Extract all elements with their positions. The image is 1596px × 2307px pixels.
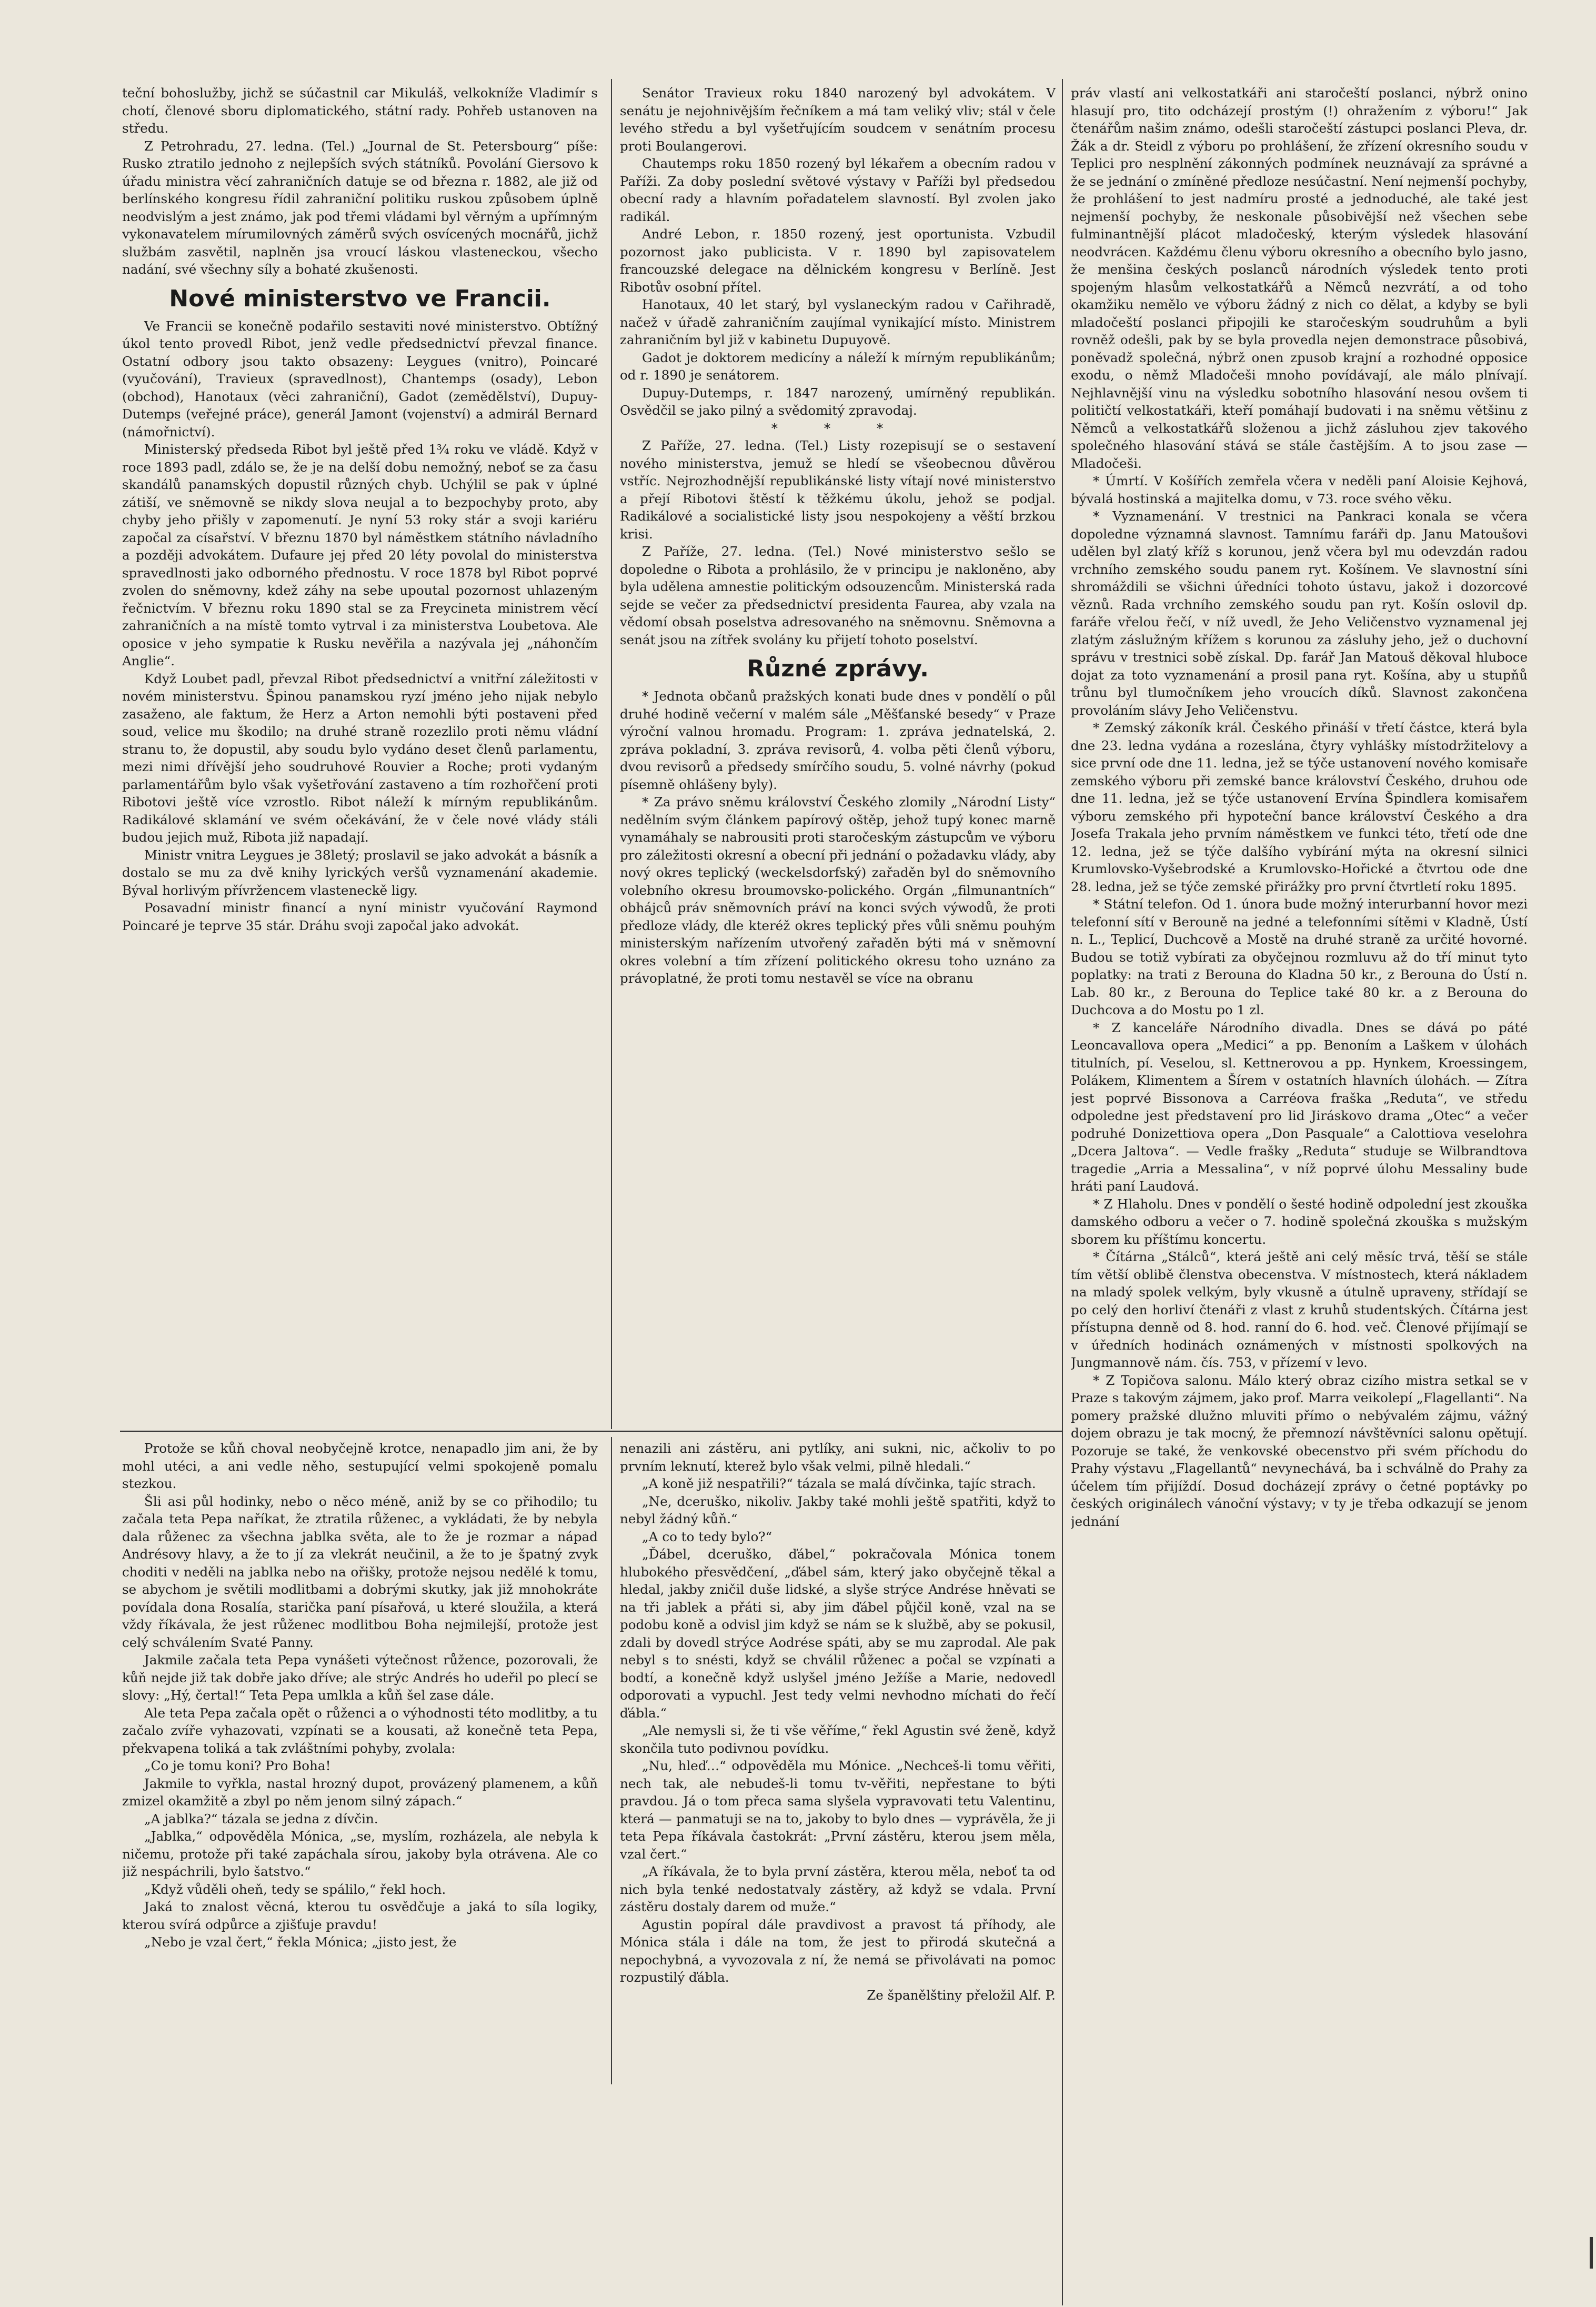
article-paragraph: André Lebon, r. 1850 rozený, jest oportunista. Vzbudil pozornost jako publicista. V r. 1890 byl zapisovatelem francouzské delegace na dělnickém kongresu v Berlíně. Jest Ribotův osobní přítel. [620, 226, 1056, 295]
article-paragraph: Protože se kůň choval neobyčejně krotce, nenapadlo jim ani, že by mohl utéci, a ani vedle něho, sestupující velmi spokojeně pomalu stezkou. [122, 1441, 598, 1491]
article-paragraph: Z Paříže, 27. ledna. (Tel.) Nové ministerstvo sešlo se dopoledne o Ribota a prohlásilo, že v principu je nakloněno, aby byla udělena amnestie politickým odsouzencům. Ministerská rada sejde se večer za předsednictví presidenta Faurea, aby vzala na vědomí obsah poselstva adresovaného na sněmovnu. Sněmovna a senát jsou na zítřek svolány ku přijetí tohoto poselství. [620, 544, 1056, 647]
translator-signature: Ze španělštiny přeložil Alf. P. [867, 1987, 1056, 2003]
article-paragraph: „A říkávala, že to byla první zástěra, kterou měla, neboť ta od nich byla tenké nedostatvaly zástěry, až když se vdala. První zástěru dostaly darem od muže.“ [620, 1864, 1056, 1914]
article-paragraph: * Z Hlaholu. Dnes v pondělí o šesté hodině odpolední jest zkouška damského odboru a večer o 7. hodině společná zkouška s mužským sborem ku příštímu koncertu. [1071, 1196, 1528, 1247]
article-paragraph: Senátor Travieux roku 1840 narozený byl advokátem. V senátu je nejohnivějším řečníkem a má tam veliký vliv; stál v čele levého středu a byl vyšetřujícím soudcem v senátním procesu proti Boulangerovi. [620, 85, 1056, 154]
article-paragraph: „A jablka?“ tázala se jedna z dívčin. [144, 1811, 378, 1826]
article-paragraph: „Co je tomu koni? Pro Boha! [144, 1758, 331, 1773]
section-heading: Nové ministerstvo ve Francii. [169, 285, 551, 312]
article-paragraph: Hanotaux, 40 let starý, byl vyslaneckým radou v Cařihradě, načež v úřadě zahraničním zaujímal vynikající místo. Ministrem zahraničním byl již v kabinetu Dupuyově. [620, 297, 1056, 347]
column-top-1 [122, 84, 598, 1424]
article-paragraph: Ministerský předseda Ribot byl ještě před 1¾ roku ve vládě. Když v roce 1893 padl, zdálo se, že je na delší dobu nemožný, neboť se za času skandálů panamských dopustil různých chyb. Uchýlil se pak v úplné zátiší, ve sněmovně se nikdy slova neujal a to bezpochyby proto, aby chyby jeho přišly v zapomenutí. Je nyní 53 roky stár a svoji kariéru započal za císařství. V březnu 1870 byl náměstkem státního návladního a později advokátem. Dufaure jej před 20 léty povolal do ministerstva spravedlnosti jako odborného přednostu. V roce 1878 byl Ribot poprvé zvolen do sněmovny, kdež záhy na sebe upoutal pozornost uhlazeným řečnictvím. V březnu roku 1890 stal se za Freycineta ministrem věcí zahraničních a na místě tomto vytrval i za ministerstva Loubetova. Ale oposice v jeho sympatie k Rusku nevěřila a nazývala jej „náhončím Anglie“. [122, 442, 598, 668]
article-paragraph: práv vlastí ani velkostatkáři ani staročeští poslanci, nýbrž onino hlasují pro, tito odcházejí prostým (!) ohražením z výboru!“ Jak čtenářům našim známo, odešli staročeští zástupci poslanci Pleva, dr. Žák a dr. Steidl z výboru po prohlášení, že zřízení okresního soudu v Teplici pro nesplnění zákonných podmínek neuznávají za správné a že se jednání o zmíněné předloze nesúčastní. Není nejmenší pochyby, že prohlášení to jest nadmíru prosté a jednoduché, ale také jest nejmenší pochyby, že neskonale působivější než všechen sebe fulminantnější plácot mladočeský, kterým výsledek hlasování neodvrácen. Každému členu výboru okresního a obecního bylo jasno, že menšina českých poslanců národních výsledek tento proti spojeným hlasům velkostatkářů a Němců nezvrátí, a od toho okamžiku nemělo ve výboru žádný z nich co dělat, a kdyby se byli mladočeští poslanci připojili ke staročeským soudruhům a byli rovněž odešli, pak by se byla provedla nejen demonstrace působivá, poněvadž společná, nýbrž onen zpusob krajní a rozhodné opposice exodu, o němž Mladočeši mnoho povídávají, ale málo plnívají. Nejhlavnější vinu na výsledku sobotního hlasování nesou ovšem ti političtí velkostatkáři, kteří pomáhají budovati i na sněmu většinu z Němců a velkostatkářů složenou a jichž zásluhou zjev takového společného hlasování stává se stále častějším. A to jsou zase — Mladočeši. [1071, 85, 1528, 471]
article-paragraph: nenazili ani zástěru, ani pytlíky, ani sukni, nic, ačkoliv to po prvním leknutí, kterež bylo však velmi, pilně hledali.“ [620, 1441, 1056, 1474]
column-rule-left [611, 79, 612, 1429]
article-paragraph: „A koně již nespatřili?“ tázala se malá dívčinka, tajíc strach. [642, 1476, 1036, 1491]
article-paragraph: „A co to tedy bylo?“ [642, 1529, 772, 1544]
article-paragraph: Šli asi půl hodinky, nebo o něco méně, aniž by se co přihodilo; tu začala teta Pepa naříkat, že ztratila růženec, a vykládati, že by nebyla dala růženec za všechna jablka světa, ale to že je rozmar a nápad Andrésovy hlavy, a že to jí za vlekrát neučinil, a že to je špatný zvyk choditi v neděli na jablka nebo na ořišky, protože nejsou nedělé k tomu, se abychom je světili modlitbami a dobrými skutky, jak již mnohokráte povídala dona Rosalía, starička paní písařová, u které sloužila, a která vždy říkávala, že jest růženec modlitbou Boha nejmilejší, protože jest celý schválením Svaté Panny. [122, 1493, 598, 1650]
article-paragraph: Gadot je doktorem medicíny a náleží k mírným republikánům; od r. 1890 je senátorem. [620, 349, 1056, 383]
article-paragraph: Jaká to znalost věcná, kterou tu osvědčuje a jaká to síla logiky, kterou svírá odpůrce a zjišťuje pravdu! [122, 1899, 598, 1932]
article-paragraph: * Úmrtí. V Košířích zemřela včera v neděli paní Aloisie Kejhová, bývalá hostinská a majitelka domu, v 73. roce svého věku. [1071, 473, 1528, 506]
column-top-2 [620, 84, 1056, 1424]
article-paragraph: * Čítárna „Stálců“, která ještě ani celý měsíc trvá, těší se stále tím větší oblibě členstva obecenstva. V místnostech, která nákladem na mladý spolek velkým, byly vkusně a útulně upraveny, střídají se po celý den horliví čtenáři z vlast z kruhů studentských. Čítárna jest přístupna denně od 8. hod. ranní do 6. hod. več. Členové přijímají se v úředních hodinách oznámených v místnosti spolkových na Jungmannově nám. čís. 753, v přízemí v levo. [1071, 1249, 1528, 1370]
article-paragraph: * Státní telefon. Od 1. února bude možný interurbanní hovor mezi telefonní sítí v Berouně na jedné a telefonními sítěmi v Kladně, Ústí n. L., Teplicí, Duchcově a Mostě na druhé straně za určité hovorné. Budou se totiž vybírati za obyčejnou rozmluvu až do tří minut tyto poplatky: na trati z Berouna do Kladna 50 kr., z Berouna do Ústí n. Lab. 80 kr., z Berouna do Teplice také 80 kr. a z Berouna do Duchcova a do Mostu po 1 zl. [1071, 896, 1528, 1017]
article-paragraph: Jakmile začala teta Pepa vynášeti výtečnost růžence, pozorovali, že kůň nejde již tak dobře jako dříve; ale strýc Andrés ho udeřil po plecí se slovy: „Hý, čertal!“ Teta Pepa umlkla a kůň šel zase dále. [122, 1652, 598, 1703]
article-paragraph: Chautemps roku 1850 rozený byl lékařem a obecním radou v Paříži. Za doby poslední světové výstavy v Paříži byl předsedou obecní rady a hlavním pořadatelem slavností. Byl zvolen jako radikál. [620, 156, 1056, 224]
column-top-3 [1071, 84, 1528, 2290]
article-paragraph: * Vyznamenání. V trestnici na Pankraci konala se včera dopoledne významná slavnost. Tamnímu faráři dp. Janu Matoušovi udělen byl zlatý kříž s korunou, jenž včera byl mu odevzdán radou vrchního zemského soudu panem ryt. Košínem. Ve slavnostní síni shromáždili se všichni úředníci tohoto ústavu, jakož i dozorcové věznů. Rada vrchního zemského soudu pan ryt. Košín oslovil dp. faráře vřelou řečí, v níž uvedl, že Jeho Veličenstvo vyznamenal jej zlatým záslužným křížem s korunou za zásluhy jeho, jež o duchovní správu v trestnici sobě získal. Dp. farář Jan Matouš děkoval hluboce dojat za toto vyznamenání a prosil pana ryt. Košína, aby u stupňů trůnu byl tlumočníkem jeho vroucích díků. Slavnost zakončena provoláním slávy Jeho Veličenstvu. [1071, 508, 1528, 718]
article-paragraph: Jakmile to vyřkla, nastal hrozný dupot, provázený plamenem, a kůň zmizel okamžitě a zbyl po něm jenom silný zápach.“ [122, 1775, 598, 1809]
article-paragraph: „Ne, dceruško, nikoliv. Jakby také mohli ještě spatřiti, když to nebyl žádný kůň.“ [620, 1493, 1056, 1526]
article-paragraph: Když Loubet padl, převzal Ribot předsednictví a vnitřní záležitosti v novém ministerstvu. Špinou panamskou ryzí jméno jeho nijak nebylo zasaženo, ale faktum, že Herz a Arton nemohli býti postaveni před soud, velice mu škodilo; na druhé straně rozezlilo proti němu vládní stranu to, že dopustil, aby soudu bylo vydáno deset členů parlamentu, mezi nimi dřívější jeho soudruhové Rouvier a Roche; proti vydaným parlamentářům bylo však vyšetřování zastaveno a tím rozhořčení proti Ribotovi ještě více vzrostlo. Ribot náleží k mírným republikánům. Radikálové sklamání ve svém očekávání, že v čele nové vlády stáli budou jejich muž, Ribota již napadají. [122, 671, 598, 845]
article-paragraph: Ale teta Pepa začala opět o růženci a o výhodnosti této modlitby, a tu začalo zvíře vyhazovati, vzpínati se a kousati, až konečně teta Pepa, překvapena toliká a tak zvláštními pohyby, zvolala: [122, 1705, 598, 1756]
column-rule-feuilleton [611, 1437, 612, 2084]
article-paragraph: Dupuy-Dutemps, r. 1847 narozený, umírněný republikán. Osvědčil se jako pilný a svědomitý zpravodaj. [620, 385, 1056, 418]
article-paragraph: Ministr vnitra Leygues je 38letý; proslavil se jako advokát a básník a dostalo se mu za dvě knihy lyrických veršů vyznamenání akademie. Býval horlivým přívržencem vlasteneckě ligy. [122, 847, 598, 898]
article-paragraph: „Ďábel, dceruško, ďábel,“ pokračovala Mónica tonem hlubokého přesvědčení, „ďábel sám, který jako obyčejně těkal a hledal, jakby zničil duše lidské, a slyše strýce Andrése hněvati se na tři jablek a přáti si, aby jim ďábel půjčil koně, vzal na se podobu koně a odvisl jim když se nám se k službě, aby se pokusil, zdali by dovedl strýce Aodrése spáti, aby se mu zaprodal. Ale pak nebyl s to snésti, když se chválil růženec a počal se vzpínati a bodtí, a konečně když uslyšel jméno Ježíše a Marie, nedovedl odporovati a vypuchl. Jest tedy velmi nevhodno míchati do řečí ďábla.“ [620, 1546, 1056, 1721]
article-paragraph: „Když vůděli oheň, tedy se spálilo,“ řekl hoch. [144, 1881, 446, 1897]
section-heading: Různé zprávy. [747, 655, 929, 682]
article-paragraph: * Zemský zákoník král. Českého přináší v třetí částce, která byla dne 23. ledna vydána a rozeslána, čtyry vyhlášky místodržitelovy a sice první ode dne 11. ledna, jež se týče ustanovení nového komisaře zemského výboru při zemské bance království Českého, druhou ode dne 11. ledna, jež se týče ustanovení Ervína Špindlera komisařem výboru zemského při hypoteční bance království Českého a dra Josefa Trakala jeho prvním náměstkem ve funkci této, třetí ode dne 12. ledna, jež se týče dalšího vybírání mýta na okresní silnici Krumlovsko-Vyšebrodské a Krumlovsko-Hořické a čtvrtou ode dne 28. ledna, jež se týče zemské přirážky pro první čtvrtletí roku 1895. [1071, 720, 1528, 894]
article-paragraph: * Jednota občanů pražských konati bude dnes v pondělí o půl druhé hodině večerní v malém sále „Měšťanské besedy“ v Praze výroční valnou hromadu. Program: 1. zpráva jednatelská, 2. zpráva pokladní, 3. zpráva revisorů, 4. volba pěti členů výboru, dvou revisorů a předsedy smírčího soudu, 5. volné návrhy (pokud písemně ohlášeny byly). [620, 688, 1056, 792]
article-paragraph: * Za právo sněmu království Českého zlomily „Národní Listy“ nedělním svým článkem papírový oštěp, jehož tupý konec marně vynamáhaly se nabrousiti proti staročeským zástupcům ve výboru pro záležitosti okresní a obecní při jednání o požadavku vlády, aby nový okres teplický (weckelsdorfský) zařaděn byl do sněmovního volebního okresu broumovsko-polického. Orgán „filmunantních“ obhájců práv sněmovních práví na konci svých výwodů, že proti předloze vlády, dle kteréž okres teplický přes vůli sněmu pouhým ministerským nařízením utvořený zařaděn býti má v sněmovní okres volební a tím zřízení politického okresu toho uznáno za právoplatné, že proti tomu nestavěl se více na obranu [620, 794, 1056, 986]
article-paragraph: „Nu, hleď…“ odpověděla mu Mónice. „Nechceš-li tomu věřiti, nech tak, ale nebudeš-li tomu tv-věřiti, nepřestane to býti pravdou. Já o tom přeca sama slyšela vypravovati tetu Valentinu, která — panmatuji se na to, jakoby to bylo dnes — vyprávěla, že ji teta Pepa říkávala častokrát: „První zástěru, kterou jsem měla, vzal čert.“ [620, 1758, 1056, 1862]
column-rule-right [1062, 79, 1063, 2305]
article-paragraph: teční bohoslužby, jichž se súčastnil car Mikuláš, velkokníže Vladimír s chotí, členové sboru diplomatického, státní rady. Pohřeb ustanoven na středu. [122, 85, 598, 136]
section-divider-stars: * * * [771, 420, 905, 436]
feuilleton-column-1 [122, 1440, 598, 2082]
article-paragraph: * Z kanceláře Národního divadla. Dnes se dává po páté Leoncavallova opera „Medici“ a pp. Benoním a Laškem v úlohách titulních, pí. Veselou, sl. Kettnerovou a pp. Hynkem, Kroessingem, Polákem, Klimentem a Šírem v ostatních hlavních úlohách. — Zítra jest poprvé Bissonova a Carréova fraška „Reduta“, ve středu odpoledne jest představení pro lid Jiráskovo drama „Otec“ a večer podruhé Donizettiova opera „Don Pasquale“ a Calottiova veselohra „Dcera Jaltova“. — Vedle frašky „Reduta“ studuje se Wilbrandtova tragedie „Arria a Messalina“, v níž poprvé úlohu Messaliny bude hráti paní Laudová. [1071, 1020, 1528, 1194]
article-paragraph: Z Paříže, 27. ledna. (Tel.) Listy rozepisují se o sestavení nového ministerstva, jemuž se hledí se všeobecnou důvěrou vstříc. Nejrozhodnější republikánské listy vítají nové ministerstvo a přejí Ribotovi štěstí k těžkému úkolu, jehož se podjal. Radikálové a socialistické listy jsou nespokojeny a věští brzkou krisi. [620, 438, 1056, 542]
article-paragraph: „Nebo je vzal čert,“ řekla Mónica; „jisto jest, že [144, 1934, 457, 1950]
feuilleton-rule [120, 1431, 1063, 1432]
article-paragraph: „Ale nemysli si, že ti vše věříme,“ řekl Agustin své ženě, když skončila tuto podivnou povídku. [620, 1723, 1056, 1756]
feuilleton-column-2 [620, 1440, 1056, 2082]
article-paragraph: Posavadní ministr financí a nyní ministr vyučování Raymond Poincaré je teprve 35 stár. Dráhu svoji započal jako advokát. [122, 900, 598, 933]
article-paragraph: „Jablka,“ odpověděla Mónica, „se, myslím, rozházela, ale nebyla k ničemu, protože při také zapáchala sírou, jakoby byla otrávena. Ale co již nespáchrili, bylo šatstvo.“ [122, 1829, 598, 1879]
article-paragraph: Ve Francii se konečně podařilo sestaviti nové ministerstvo. Obtížný úkol tento provedl Ribot, jenž vedle předsednictví převzal finance. Ostatní odbory jsou takto obsazeny: Leygues (vnitro), Poincaré (vyučování), Travieux (spravedlnost), Chantemps (osady), Lebon (obchod), Hanotaux (věci zahraniční), Gadot (zemědělství), Dupuy-Dutemps (veřejné práce), generál Jamont (vojenství) a admirál Bernard (námořnictví). [122, 318, 598, 440]
article-paragraph: * Z Topičova salonu. Málo který obraz cizího mistra setkal se v Praze s takovým zájmem, jako prof. Marra veikolepí „Flagellanti“. Na pomery pražské dlužno mluviti přímo o nebývalém zájmu, vážný dojem obrazu je tak mocný, že přemnozí návštěvníci salonu opětují. Pozoruje se také, že venkovské obecenstvo při svém příchodu do Prahy výstavu „Flagellantů“ nevynechává, ba i schválně do Prahy za účelem tím přijíždí. Dosud docházejí zprávy o četné poptávky po českých originálech vánoční výstavy; v ty je třeba odkazují se jenom jednání [1071, 1372, 1528, 1529]
article-paragraph: Agustin popíral dále pravdivost a pravost tá příhody, ale Mónica stála i dále na tom, že jest to přirodá skutečná a nepochybná, a vyvozovala z ní, že nemá se přivolávati na pomoc rozpustilý ďábla. [620, 1916, 1056, 1985]
page-edge-mark [1590, 2237, 1593, 2269]
article-paragraph: Z Petrohradu, 27. ledna. (Tel.) „Journal de St. Petersbourg“ píše: Rusko ztratilo jednoho z nejlepších svých státníků. Povolání Giersovo k úřadu ministra věcí zahraničních datuje se od března r. 1882, ale již od berlínského kongresu řídil zahraniční politiku ruskou způsobem úplně neodvislým a jest známo, jak pod třemi vládami byl věrným a upřímným vykonavatelem mírumilovných záměrů svých osvícených mocnářů, jichž službám zasvětil, naplněn jsa vroucí láskou vlasteneckou, všecho nadání, své všechny síly a bohaté zkušenosti. [122, 138, 598, 277]
